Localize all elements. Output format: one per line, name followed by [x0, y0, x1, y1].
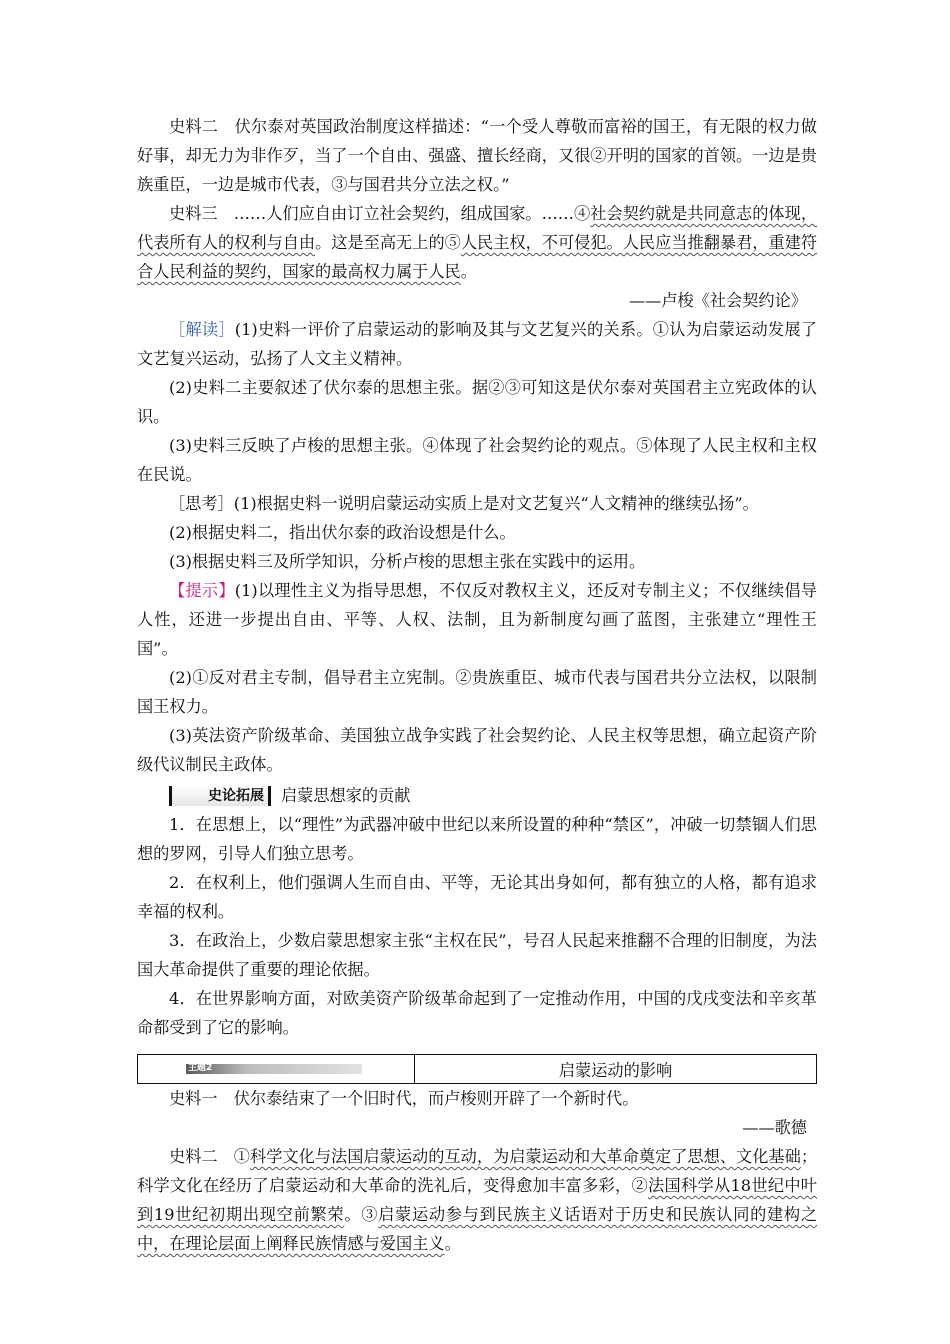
- topic-label: 主题2: [188, 1063, 213, 1073]
- topic-title: 启蒙运动的影响: [415, 1055, 817, 1084]
- extension-badge: 史论拓展: [169, 786, 271, 806]
- tm2-underlined-3: 启蒙运动参与到民族主义话语对于历史和民族认同的建构之中，在理论层面上阐释民族情感与爱国主义: [137, 1205, 818, 1253]
- material-3-intro: 史料三 ……人们应自由订立社会契约，组成国家。……④: [169, 204, 591, 223]
- material-3-underlined-2: 人民主权，不可侵犯。人民应当推翻暴君，重建符合人民利益的契约，国家的最高权力属于人民: [137, 233, 818, 281]
- material-3-end: 。: [460, 262, 477, 281]
- thinking-q1: [137, 489, 817, 518]
- tm2-sep: 。③: [344, 1205, 379, 1224]
- tm2-underlined-2: 法国科学从18世纪中叶到19世纪初期出现空前繁荣: [137, 1176, 817, 1224]
- material-3-paragraph: [137, 199, 817, 286]
- thinking-text-1: (1)根据史料一说明启蒙运动实质上是对文艺复兴“人文精神的继续弘扬”。: [233, 494, 759, 513]
- extension-item-1: 1．在思想上，以“理性”为武器冲破中世纪以来所设置的种种“禁区”，冲破一切禁锢人们思想的罗网，引导人们独立思考。: [137, 815, 817, 863]
- topic-label-cell: [138, 1055, 415, 1084]
- thinking-q3: (3)根据史料三及所学知识，分析卢梭的思想主张在实践中的运用。: [169, 552, 646, 571]
- topic-material-1-source: ——歌德: [742, 1118, 807, 1137]
- material-3-middle: 。这是至高无上的⑤: [315, 233, 461, 252]
- hint-a3: (3)英法资产阶级革命、美国独立战争实践了社会契约论、人民主权等思想，确立起资产阶级代议制民主政体。: [137, 726, 817, 774]
- extension-item-4: 4．在世界影响方面，对欧美资产阶级革命起到了一定推动作用，中国的戊戌变法和辛亥革命都受到了它的影响。: [137, 989, 817, 1037]
- thinking-q2: (2)根据史料二，指出伏尔泰的政治设想是什么。: [169, 523, 516, 542]
- material-2-paragraph: 史料二 伏尔泰对英国政治制度这样描述：“一个受人尊敬而富裕的国王，有无限的权力做好事，却无力为非作歹，当了一个自由、强盛、擅长经商，又很②开明的国家的首领。一边是贵族重臣，一边是城市代表，③与国君共分立法之权。”: [137, 117, 817, 194]
- hint-text-1: (1)以理性主义为指导思想，不仅反对教权主义，还反对专制主义；不仅继续倡导人性，还进一步提出自由、平等、人权、法制，且为新制度勾画了蓝图，主张建立“理性王国”。: [137, 581, 817, 658]
- tm2-end: 。: [444, 1234, 461, 1253]
- tm2-intro: 史料二 ①: [169, 1147, 251, 1166]
- topic-banner: [186, 1064, 362, 1074]
- extension-title: 启蒙思想家的贡献: [281, 786, 411, 805]
- document-page: [137, 112, 817, 1258]
- interpretation-p2: (2)史料二主要叙述了伏尔泰的思想主张。据②③可知这是伏尔泰对英国君主立宪政体的认识。: [137, 378, 817, 426]
- thinking-label: ［思考］: [169, 494, 234, 513]
- topic-material-2: [137, 1142, 817, 1258]
- hint-a2: (2)①反对君主专制，倡导君主立宪制。②贵族重臣、城市代表与国君共分立法权，以限制国王权力。: [137, 668, 817, 716]
- hint-a1: [137, 576, 817, 663]
- interpretation-label: ［解读］: [169, 320, 235, 339]
- tm2-middle: ；科学文化在经历了启蒙运动和大革命的洗礼后，变得愈加丰富多彩，②: [137, 1147, 818, 1195]
- interpretation-text-1: (1)史料一评价了启蒙运动的影响及其与文艺复兴的关系。①认为启蒙运动发展了文艺复兴运动，弘扬了人文主义精神。: [137, 320, 817, 368]
- material-3-source: ——卢梭《社会契约论》: [628, 291, 807, 310]
- interpretation-p1: [137, 315, 817, 373]
- interpretation-p3: (3)史料三反映了卢梭的思想主张。④体现了社会契约论的观点。⑤体现了人民主权和主权在民说。: [137, 436, 817, 484]
- extension-item-3: 3．在政治上，少数启蒙思想家主张“主权在民”，号召人民起来推翻不合理的旧制度，为法国大革命提供了重要的理论依据。: [137, 931, 817, 979]
- material-3-underlined-1: 社会契约就是共同意志的体现，代表所有人的权利与自由: [137, 204, 818, 252]
- extension-item-2: 2．在权利上，他们强调人生而自由、平等，无论其出身如何，都有独立的人格，都有追求幸福的权利。: [137, 873, 817, 921]
- tm2-underlined-1: 科学文化与法国启蒙运动的互动，为启蒙运动和大革命奠定了思想、文化基础: [250, 1147, 801, 1166]
- topic-material-1: 史料一 伏尔泰结束了一个旧时代，而卢梭则开辟了一个新时代。: [169, 1089, 639, 1108]
- topic-header-table: [137, 1054, 817, 1084]
- hint-label: 【提示】: [169, 581, 235, 600]
- extension-heading: [137, 781, 817, 810]
